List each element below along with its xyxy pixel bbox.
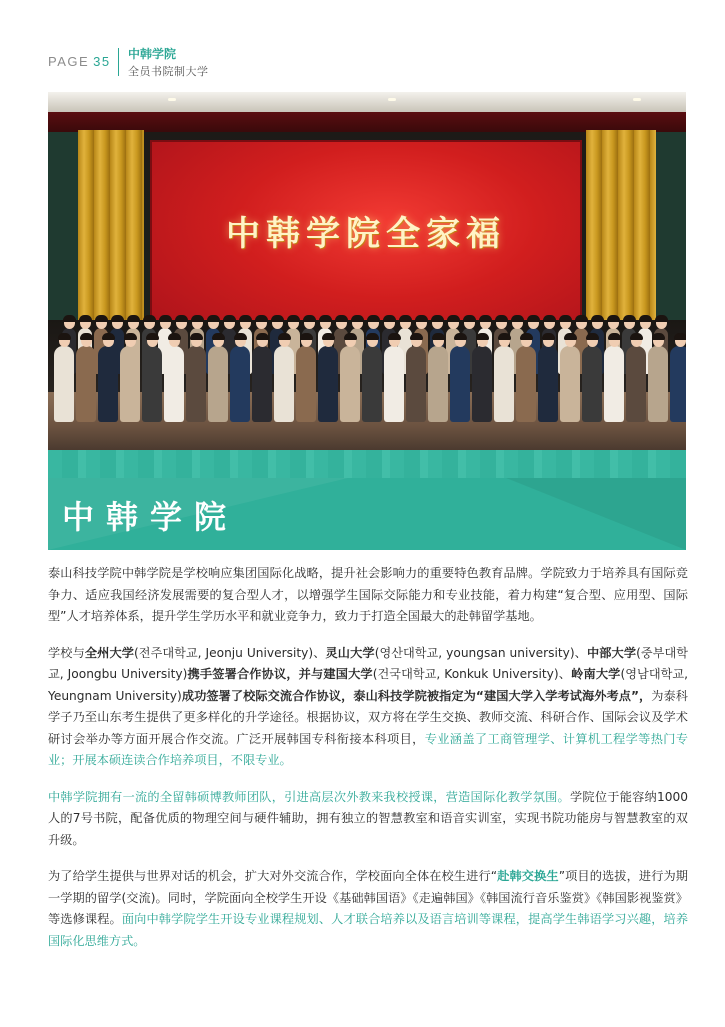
banner-decoration	[506, 478, 686, 550]
person-hair	[278, 333, 291, 340]
person-hair	[239, 315, 252, 322]
person-hair	[335, 315, 348, 322]
person-hair	[159, 315, 172, 322]
article-body	[48, 563, 688, 967]
person-hair	[303, 315, 316, 322]
stage-valance	[48, 112, 686, 132]
person-hair	[520, 333, 533, 340]
group-photo	[48, 92, 686, 450]
person-hair	[454, 333, 467, 340]
person-hair	[527, 315, 540, 322]
curtain-right	[586, 130, 656, 330]
person-hair	[175, 315, 188, 322]
person-hair	[608, 333, 621, 340]
partner-name: 岭南大学	[571, 667, 621, 681]
person-hair	[447, 315, 460, 322]
person-hair	[191, 315, 204, 322]
text-run: (영남대학교, Yeungnam University)	[48, 667, 689, 703]
person-hair	[431, 315, 444, 322]
person-hair	[168, 333, 181, 340]
person-figure	[670, 346, 686, 422]
paragraph-faculty	[48, 787, 688, 852]
person-figure	[54, 346, 74, 422]
person-hair	[655, 315, 668, 322]
person-hair	[652, 333, 665, 340]
person-hair	[102, 333, 115, 340]
person-hair	[319, 315, 332, 322]
person-hair	[351, 315, 364, 322]
person-hair	[388, 333, 401, 340]
text-run: (건국대학교, Konkuk University)、	[372, 667, 572, 681]
text-run: (중부대학교, Joongbu University)	[48, 645, 688, 681]
person-figure	[582, 346, 602, 422]
person-figure	[538, 346, 558, 422]
person-hair	[476, 333, 489, 340]
person-hair	[559, 315, 572, 322]
person-hair	[479, 315, 492, 322]
highlight-text: 中韩学院拥有一流的全留韩硕博教师团队，引进高层次外教来我校授课，营造国际化教学氛围。	[48, 789, 570, 804]
person-figure	[626, 346, 646, 422]
person-hair	[623, 315, 636, 322]
bold-text: 成功签署了校际交流合作协议，泰山科技学院被指定为“建国大学入学考试海外考点”，	[181, 688, 652, 703]
person-hair	[190, 333, 203, 340]
ceiling-light	[633, 98, 641, 101]
person-hair	[58, 333, 71, 340]
person-hair	[564, 333, 577, 340]
text-run: (영산대학교, youngsan university)、	[374, 645, 587, 660]
person-hair	[591, 315, 604, 322]
person-figure	[560, 346, 580, 422]
paragraph-partners	[48, 643, 688, 772]
person-figure	[296, 346, 316, 422]
person-hair	[630, 333, 643, 340]
stage-screen	[152, 142, 580, 342]
highlight-text: 赴韩交换生	[497, 869, 559, 883]
person-figure	[340, 346, 360, 422]
partner-name: 中部大学	[586, 645, 637, 660]
text-run: 学院位于能容纳1000人的7号书院，配备优质的物理空间与硬件辅助，拥有独立的智慧教室和语音实训室，实现书院功能房与智慧教室的双升级。	[48, 789, 688, 847]
person-figure	[142, 346, 162, 422]
person-figure	[362, 346, 382, 422]
person-figure	[406, 346, 426, 422]
person-figure	[494, 346, 514, 422]
text-run: 学校与	[48, 645, 85, 660]
person-figure	[318, 346, 338, 422]
header-divider	[118, 48, 119, 76]
person-hair	[432, 333, 445, 340]
person-hair	[366, 333, 379, 340]
person-figure	[76, 346, 96, 422]
person-figure	[208, 346, 228, 422]
person-figure	[648, 346, 668, 422]
paragraph-exchange	[48, 866, 688, 952]
person-hair	[344, 333, 357, 340]
ceiling	[48, 92, 686, 112]
person-hair	[111, 315, 124, 322]
person-hair	[271, 315, 284, 322]
text-run: ”项目的选拔，进行为期一学期的留学(交流)。同时，学院面向全校学生开设《基础韩国语》《走遍韩国》《韩国流行音乐鉴赏》《韩国影视鉴赏》等选修课程。	[48, 869, 688, 926]
person-hair	[207, 315, 220, 322]
person-hair	[223, 315, 236, 322]
person-hair	[143, 315, 156, 322]
person-hair	[383, 315, 396, 322]
banner-stripe	[48, 450, 686, 478]
person-hair	[95, 315, 108, 322]
partner-name: 全州大学	[84, 645, 135, 660]
person-figure	[384, 346, 404, 422]
person-figure	[604, 346, 624, 422]
person-hair	[234, 333, 247, 340]
stage-screen-title: 中韩学院全家福	[226, 214, 506, 254]
section-title: 中韩学院	[128, 47, 177, 61]
text-run: (전주대학교, Jeonju University)、	[134, 645, 326, 660]
person-figure	[450, 346, 470, 422]
person-hair	[287, 315, 300, 322]
person-hair	[300, 333, 313, 340]
person-hair	[79, 315, 92, 322]
page-label-text: PAGE	[48, 54, 90, 69]
person-figure	[516, 346, 536, 422]
person-hair	[80, 333, 93, 340]
person-hair	[367, 315, 380, 322]
curtain-left	[78, 130, 144, 330]
person-figure	[186, 346, 206, 422]
person-hair	[255, 315, 268, 322]
page-number: 35	[93, 54, 111, 69]
person-figure	[120, 346, 140, 422]
person-hair	[498, 333, 511, 340]
person-hair	[212, 333, 225, 340]
person-figure	[252, 346, 272, 422]
person-hair	[322, 333, 335, 340]
person-figure	[274, 346, 294, 422]
person-hair	[127, 315, 140, 322]
person-hair	[674, 333, 687, 340]
person-hair	[410, 333, 423, 340]
text-run: 为了给学生提供与世界对话的机会，扩大对外交流合作，学校面向全体在校生进行“	[48, 869, 498, 883]
person-hair	[495, 315, 508, 322]
ceiling-light	[168, 98, 176, 101]
person-hair	[511, 315, 524, 322]
paragraph-intro: 泰山科技学院中韩学院是学校响应集团国际化战略，提升社会影响力的重要特色教育品牌。学院致力于培养具有国际竞争力、适应我国经济发展需要的复合型人才，以增强学生国际交际能力和专业技能，着力构建“复合型、应用型、国际型”人才培养体系，提升学生学历水平和就业竞争力，致力于打造全国最大的赴韩留学基地。	[48, 566, 688, 623]
person-hair	[575, 315, 588, 322]
partner-name: 灵山大学	[325, 645, 375, 660]
person-hair	[63, 315, 76, 322]
person-figure	[164, 346, 184, 422]
person-figure	[428, 346, 448, 422]
section-subtitle: 全员书院制大学	[128, 65, 209, 78]
banner-title: 中韩学院	[62, 498, 239, 536]
person-hair	[399, 315, 412, 322]
person-hair	[256, 333, 269, 340]
person-hair	[607, 315, 620, 322]
highlight-text: 专业涵盖了工商管理学、计算机工程学等热门专业；开展本硕连读合作培养项目，不限专业。	[48, 731, 688, 767]
section-banner	[48, 450, 686, 550]
person-hair	[639, 315, 652, 322]
page-number-label	[48, 54, 111, 69]
person-hair	[146, 333, 159, 340]
text-run: 为泰科学子乃至山东考生提供了更多样化的升学途径。根据协议，双方将在学生交换、教师交流、科研合作、国际会议及学术研讨会举办等方面开展合作交流。广泛开展韩国专科衔接本科项目，	[48, 688, 688, 746]
person-hair	[415, 315, 428, 322]
highlight-text: 面向中韩学院学生开设专业课程规划、人才联合培养以及语言培训等课程，提高学生韩语学习兴趣，培养国际化思维方式。	[48, 912, 689, 948]
person-figure	[472, 346, 492, 422]
person-hair	[586, 333, 599, 340]
person-figure	[98, 346, 118, 422]
person-hair	[543, 315, 556, 322]
person-hair	[463, 315, 476, 322]
person-figure	[230, 346, 250, 422]
ceiling-light	[388, 98, 396, 101]
bold-text: 携手签署合作协议，并与建国大学	[187, 667, 373, 681]
person-hair	[124, 333, 137, 340]
page-header	[48, 42, 348, 82]
person-hair	[542, 333, 555, 340]
